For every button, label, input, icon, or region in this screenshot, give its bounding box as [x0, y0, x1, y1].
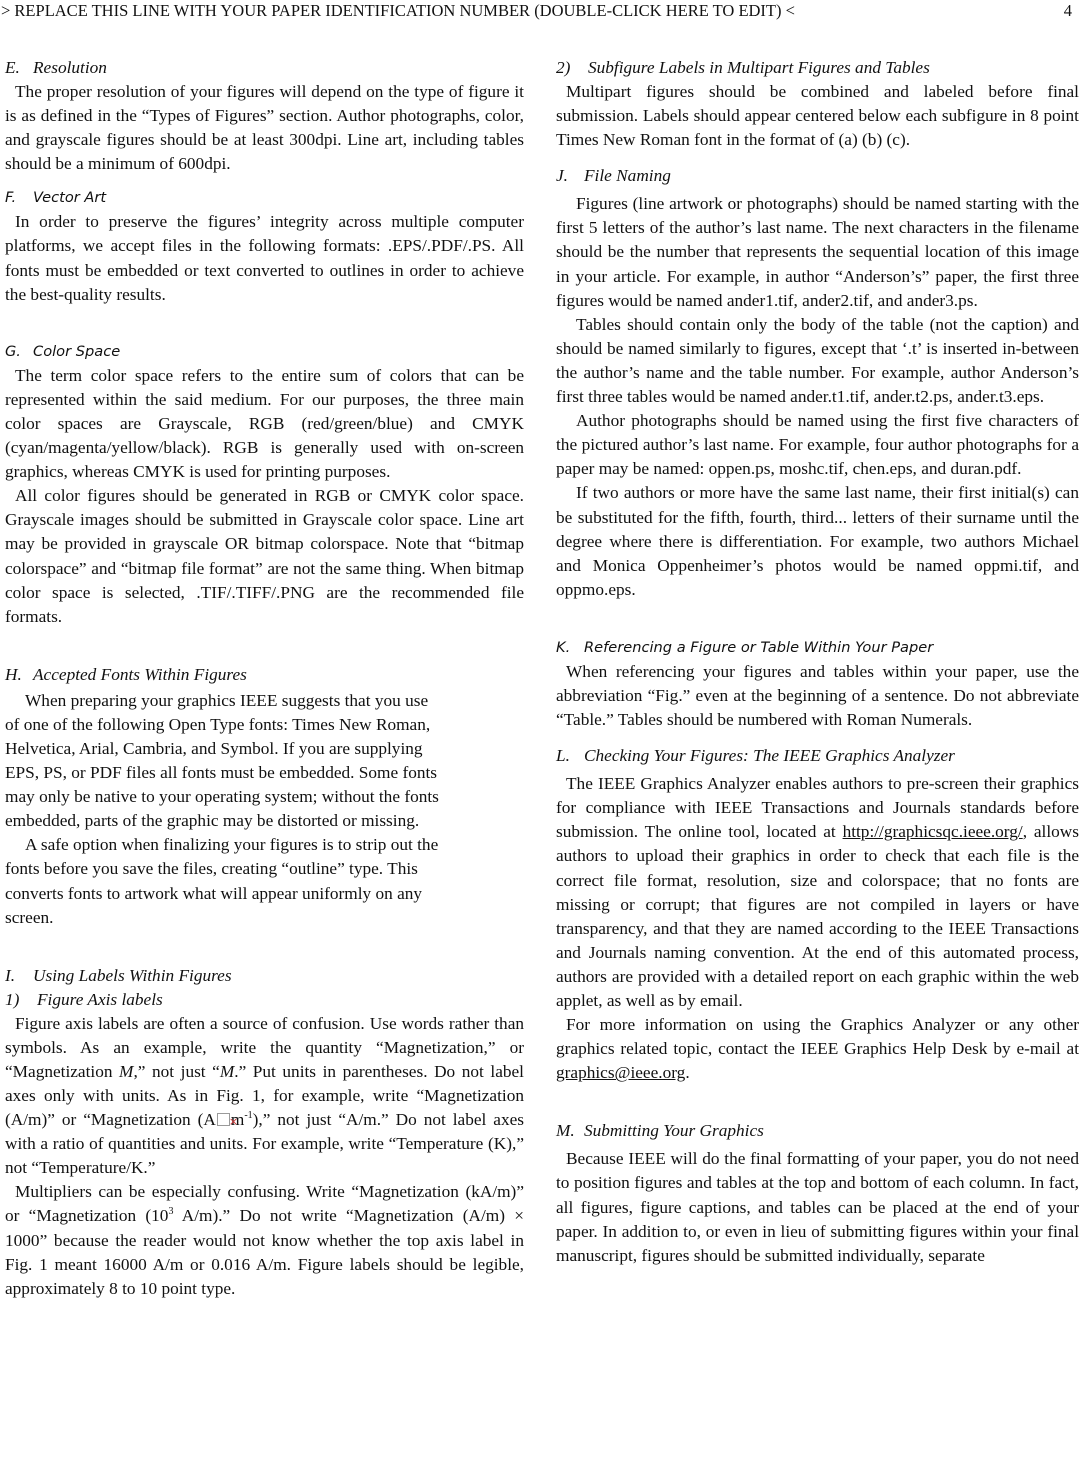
paragraph: Figure axis labels are often a source of confusion. Use words rather than symbols. As an example, write the quantity “Magnetization,” or “Magnetization M,” not just “M.” Put units in parentheses. Do not label axes only with units. As in Fig. 1, for example, write “Magnetization (A/m)” or “Magnetization $(A\times m^{-1})$,” not just “A/m.” Do not label axes with a ratio of quantities and units. For example, write “Temperature (K),” not “Temperature/K.”: [5, 1012, 524, 1181]
paragraph: For more information on using the Graphics Analyzer or any other graphics related topic, contact the IEEE Graphics Help Desk by e-mail at graphics@ieee.org.: [556, 1015, 1079, 1083]
page-header: [0, 0, 1082, 24]
paragraph: The term color space refers to the entire sum of colors that can be represented within the said medium. For our purposes, the three main color spaces are Grayscale, RGB (red/green/blue) and CMYK (cyan/magenta/yellow/black). RGB is generally used with on-screen graphics, whereas CMYK is used for printing purposes.: [5, 365, 524, 482]
paragraph: Multipliers can be especially confusing. Write “Magnetization (kA/m)” or “Magnetization ($10^3$ A/m).” Do not write “Magnetization (A/m) × 1000” because the reader would not know whether the top axis label in Fig. 1 meant 16000 A/m or 0.016 A/m. Figure labels should be legible, approximately 8 to 10 point type.: [5, 1182, 524, 1298]
subsection-heading-axis-labels: 1) Figure Axis labels: [5, 989, 163, 1009]
paragraph: When referencing your figures and tables within your paper, use the abbreviation “Fig.” even at the beginning of a sentence. Do not abbreviate “Table.” Tables should be numbered with Roman Numerals.: [556, 661, 1079, 730]
graphics-email-link[interactable]: graphics@ieee.org: [556, 1063, 686, 1083]
text-line: of one of the following Open Type fonts: Times New Roman,: [5, 714, 431, 734]
text-line: When preparing your graphics IEEE suggests that you use: [25, 690, 429, 710]
page-number: 4: [1063, 1, 1072, 20]
section-heading-g: G. Color Space: [5, 342, 121, 360]
paragraph: In order to preserve the figures’ integrity across multiple computer platforms, we accept files in the following formats: .EPS/.PDF/.PS. All fonts must be embedded or text converted to outlines in order to achieve the best-quality results.: [5, 212, 524, 304]
section-heading-m: M. Submitting Your Graphics: [556, 1121, 764, 1141]
text-line: may only be native to your operating system; without the fonts: [5, 787, 439, 807]
section-heading-i: I. Using Labels Within Figures: [5, 965, 232, 985]
subsection-heading-subfigure-labels: 2) Subfigure Labels in Multipart Figures and Tables: [556, 58, 930, 77]
text-line: Helvetica, Arial, Cambria, and Symbol. If you are supplying: [5, 738, 423, 758]
paragraph: All color figures should be generated in RGB or CMYK color space. Grayscale images should be submitted in Grayscale color space. Line art may be provided in grayscale OR bitmap colorspace. Note that “bitmap colorspace” and “bitmap file format” are not the same thing. When bitmap color space is selected, .TIF/.TIFF/.PNG are the recommended file formats.: [5, 486, 524, 626]
section-heading-k: K. Referencing a Figure or Table Within Your Paper: [556, 638, 934, 656]
header-placeholder-text[interactable]: > REPLACE THIS LINE WITH YOUR PAPER IDENTIFICATION NUMBER (DOUBLE-CLICK HERE TO EDIT) <: [1, 1, 795, 20]
section-heading-j: J. File Naming: [556, 166, 671, 186]
paragraph: Author photographs should be named using the first five characters of the pictured author’s last name. For example, four author photographs for a paper may be named: oppen.ps, moshc.tif, chen.eps, and duran.pdf.: [556, 411, 1079, 479]
paragraph: If two authors or more have the same last name, their first initial(s) can be substituted for the fifth, fourth, third... letters of their surname until the degree where there is differentiation. For example, two authors Michael and Monica Oppenheimer’s photos would be named oppmi.tif, and oppmo.eps.: [556, 483, 1079, 599]
section-heading-f: F. Vector Art: [5, 189, 107, 207]
text-line: embedded, parts of the graphic may be distorted or missing.: [5, 811, 420, 831]
text-line: A safe option when finalizing your figures is to strip out the: [25, 835, 439, 855]
section-heading-e: E. Resolution: [5, 58, 107, 77]
paragraph: Multipart figures should be combined and labeled before final submission. Labels should appear centered below each subfigure in 8 point Times New Roman font in the format of (a) (b) (c).: [556, 82, 1079, 150]
section-heading-l: L. Checking Your Figures: The IEEE Graphics Analyzer: [556, 746, 955, 766]
text-line: screen.: [5, 907, 54, 927]
paragraph: Because IEEE will do the final formatting of your paper, you do not need to position figures and tables at the top and bottom of each column. In fact, all figures, figure captions, and tables can be placed at the end of your paper. In addition to, or even in lieu of submitting figures within your final manuscript, figures should be submitted individually, separate: [556, 1149, 1079, 1265]
graphics-analyzer-link[interactable]: http://graphicsqc.ieee.org/: [842, 822, 1023, 842]
text-line: EPS, PS, or PDF files all fonts must be embedded. Some fonts: [5, 763, 438, 783]
text-line: fonts before you save the files, creating “outline” type. This: [5, 859, 418, 879]
right-column: [556, 56, 1079, 1268]
broken-image-icon: [217, 1113, 230, 1126]
paragraph: The IEEE Graphics Analyzer enables authors to pre-screen their graphics for compliance with IEEE Transactions and Journals standards before submission. The online tool, located at http://graphicsqc.ieee.org/, allows authors to upload their graphics in order to check that each file is the correct file format, resolution, size and colorspace; that no fonts are missing or corrupt; that figures are not compiled in layers or have transparency, and that they are named according to the IEEE Transactions and Journals naming convention. At the end of this automated process, authors are provided with a detailed report on each graphic within the web applet, as well as by email.: [556, 774, 1079, 1010]
paragraph: Tables should contain only the body of the table (not the caption) and should be named similarly to figures, except that ‘.t’ is inserted in-between the author’s name and the table number. For example, author Anderson’s first three tables would be named ander.t1.tif, ander.t2.ps, ander.t3.eps.: [556, 314, 1079, 407]
text-line: converts fonts to artwork what will appear uniformly on any: [5, 883, 423, 903]
paragraph: The proper resolution of your figures will depend on the type of figure it is as defined in the “Types of Figures” section. Author photographs, color, and grayscale figures should be at least 300dpi. Line art, including tables should be a minimum of 600dpi.: [5, 82, 524, 174]
section-heading-h: H. Accepted Fonts Within Figures: [5, 664, 247, 684]
left-column: [5, 56, 524, 1301]
paragraph: Figures (line artwork or photographs) should be named starting with the first 5 letters of the author’s last name. The next characters in the filename should be the number that represents the sequential location of this image in your article. For example, in author “Anderson’s” paper, the first three figures would be named ander1.tif, ander2.tif, and ander3.ps.: [556, 194, 1079, 310]
